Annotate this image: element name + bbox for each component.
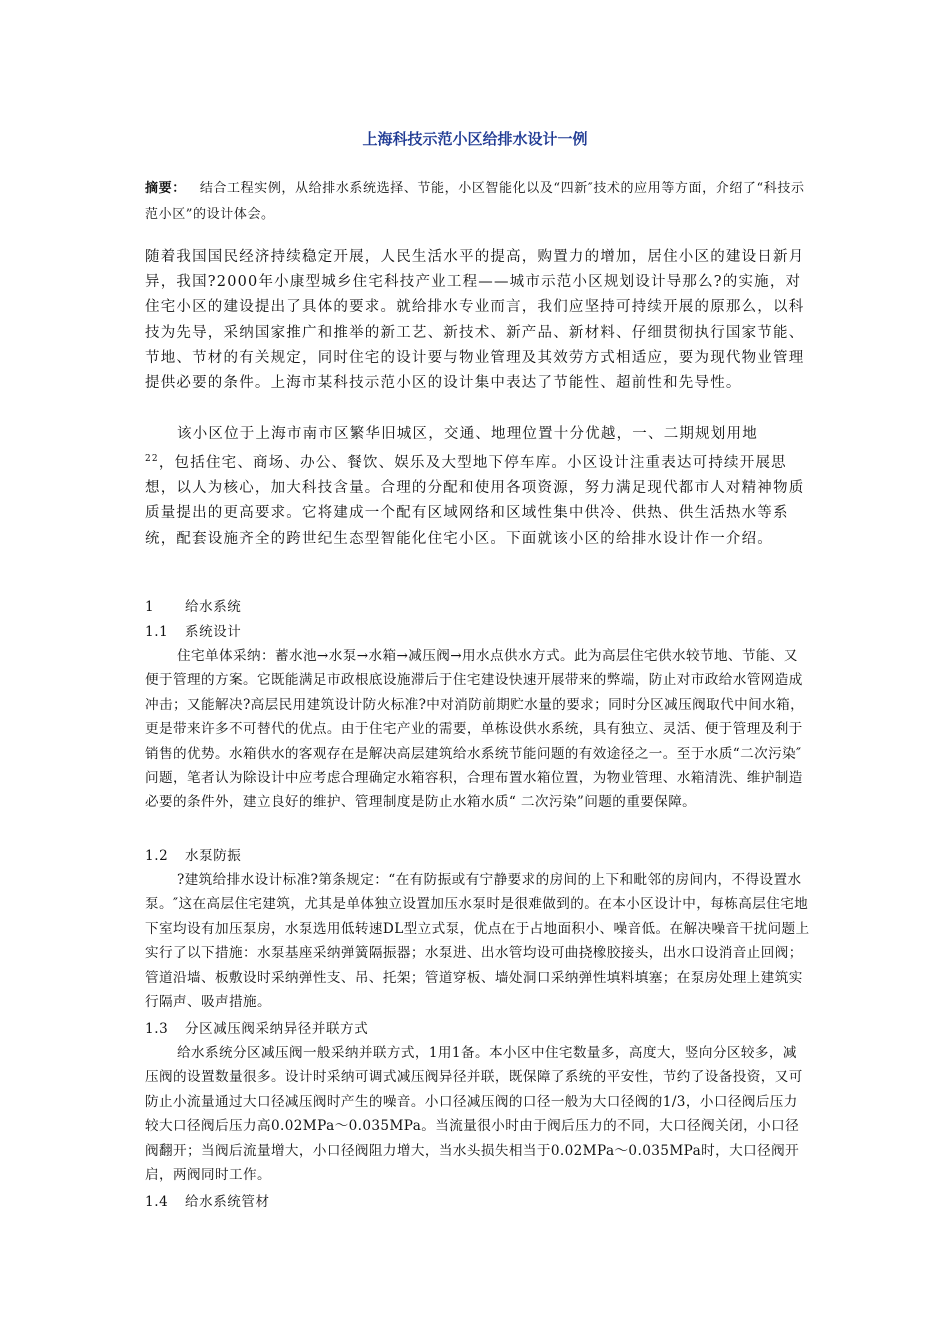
abstract-text: 结合工程实例，从给排水系统选择、节能，小区智能化以及“四新″技术的应用等方面，介绍了“科技示范小区”的设计体会。 [145,181,805,222]
section-heading-1-1 [145,620,241,644]
abstract [145,176,810,228]
abstract-label: 摘要： [145,181,186,196]
section-heading-1 [145,595,241,619]
section-number: 1.1 [145,624,169,640]
intro-paragraph: 随着我国国民经济持续稳定开展，人民生活水平的提高，购置力的增加，居住小区的建设日新月异，我国?2000年小康型城乡住宅科技产业工程——城市示范小区规划设计导那么?的实施，对住宅小区的建设提出了具体的要求。就给排水专业而言，我们应坚持可持续开展的原那么，以科技为先导，采纳国家推广和推举的新工艺、新技术、新产品、新材料、仔细贯彻执行国家节能、节地、节材的有关规定，同时住宅的设计要与物业管理及其效劳方式相适应，要为现代物业管理提供必要的条件。上海市某科技示范小区的设计集中表达了节能性、超前性和先导性。 [145,249,805,392]
section-number: 1.3 [145,1021,169,1037]
section-number: 1 [145,599,155,615]
section-title: 给水系统管材 [185,1194,270,1210]
section-number: 1.4 [145,1194,169,1210]
system-design-paragraph: 住宅单体采纳：蓄水池→水泵→水箱→减压阀→用水点供水方式。此为高层住宅供水较节地、节能、又便于管理的方案。它既能满足市政根底设施滞后于住宅建设快速开展带来的弊端，防止对市政给水管网造成冲击；又能解决?高层民用建筑设计防火标准?中对消防前期贮水量的要求；同时分区减压阀取代中间水箱，更是带来许多不可替代的优点。由于住宅产业的需要，单栋设供水系统，具有独立、灵活、便于管理及利于销售的优势。水箱供水的客观存在是解决高层建筑给水系统节能问题的有效途径之一。至于水质“二次污染″问题，笔者认为除设计中应考虑合理确定水箱容积，合理布置水箱位置，为物业管理、水箱清洗、维护制造必要的条件外，建立良好的维护、管理制度是防止水箱水质“ 二次污染”问题的重要保障。 [145,648,805,811]
page-title: 上海科技示范小区给排水设计一例 [362,130,588,148]
section-title: 系统设计 [185,624,242,640]
site-paragraph-text-b: ，包括住宅、商场、办公、餐饮、娱乐及大型地下停车库。小区设计注重表达可持续开展思想，以人为核心，加大科技含量。合理的分配和使用各项资源，努力满足现代都市人对精神物质质量提出的更高要求。它将建成一个配有区域网络和区域性集中供冷、供热、供生活热水等系统，配套设施齐全的跨世纪生态型智能化住宅小区。下面就该小区的给排水设计作一介绍。 [145,455,805,547]
pressure-valve-paragraph: 给水系统分区减压阀一般采纳并联方式，1用1备。本小区中住宅数量多，高度大，竖向分区较多，减压阀的设置数量很多。设计时采纳可调式减压阀异径并联，既保障了系统的平安性，节约了设备投资，又可防止小流量通过大口径减压阀时产生的噪音。小口径减压阀的口径一般为大口径阀的1/3，小口径阀后压力较大口径阀后压力高0.02MPa～0.035MPa。当流量很小时由于阀后压力的不同，大口径阀关闭，小口径阀翻开；当阀后流量增大，小口径阀阻力增大，当水头损失相当于0.02MPa～0.035MPa时，大口径阀开启，两阀同时工作。 [145,1045,803,1184]
section-title: 给水系统 [185,599,242,615]
pump-vibration-paragraph: ?建筑给排水设计标准?第条规定：“在有防振或有宁静要求的房间的上下和毗邻的房间内，不得设置水泵。″这在高层住宅建筑，尤其是单体独立设置加压水泵时是很难做到的。在本小区设计中，每栋高层住宅地下室均设有加压泵房，水泵选用低转速DL型立式泵，优点在于占地面积小、噪音低。在解决噪音干扰问题上实行了以下措施：水泵基座采纳弹簧隔振器；水泵进、出水管均设可曲挠橡胶接头，出水口设消音止回阀；管道沿墙、板敷设时采纳弹性支、吊、托架；管道穿板、墙处洞口采纳弹性填料填塞；在泵房处理上建筑实行隔声、吸声措施。 [145,872,810,1011]
section-heading-1-3 [145,1017,368,1041]
section-number: 1.2 [145,848,169,864]
section-heading-1-2 [145,844,241,868]
section-title: 水泵防振 [185,848,242,864]
site-paragraph [145,422,810,552]
section-heading-1-4 [145,1190,270,1214]
section-title: 分区减压阀采纳异径并联方式 [185,1021,369,1037]
site-area-superscript: 22 [145,454,159,465]
site-paragraph-text-a: 该小区位于上海市南市区繁华旧城区，交通、地理位置十分优越，一、二期规划用地 [177,426,758,442]
